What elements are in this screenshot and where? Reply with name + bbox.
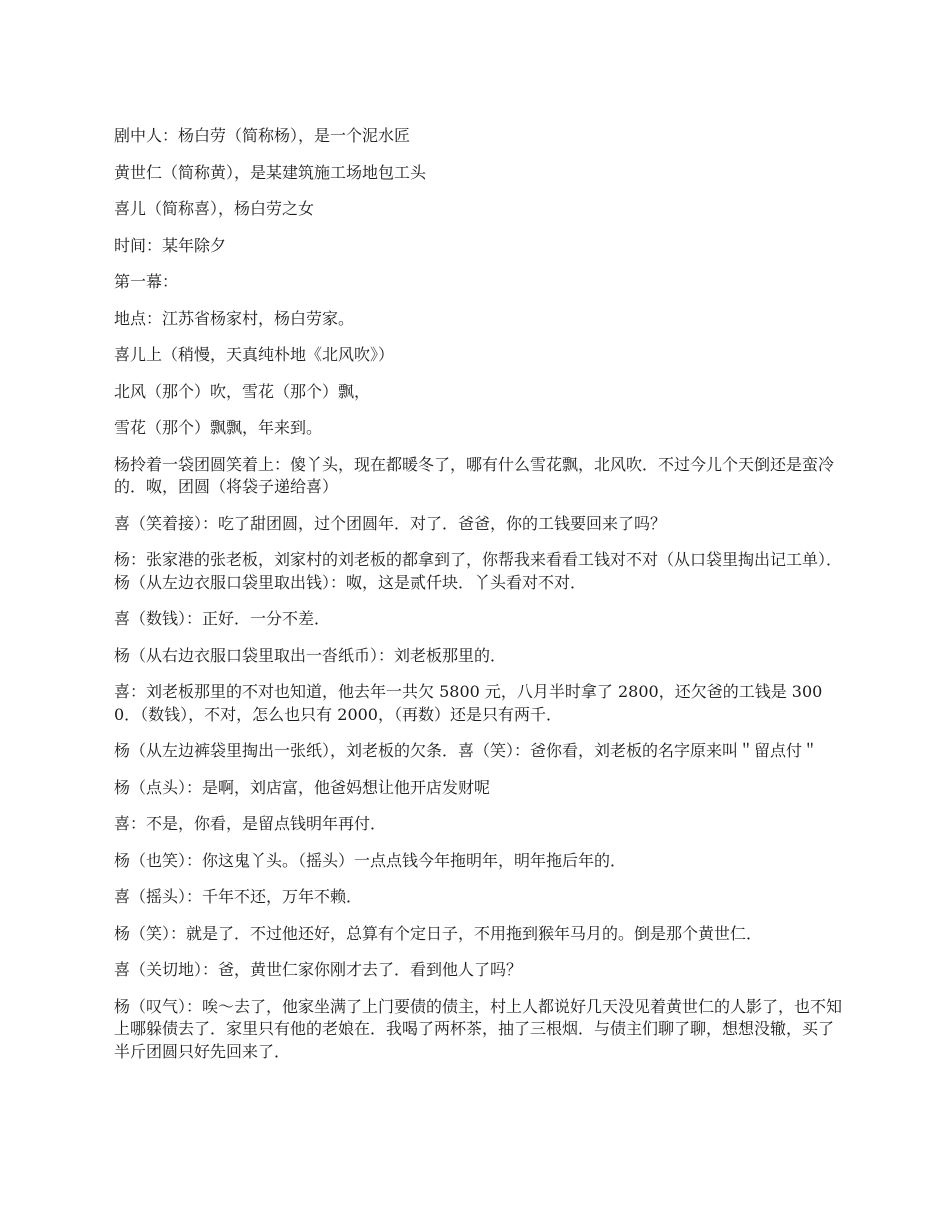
dialogue-line: 杨（叹气）：唉～去了，他家坐满了上门要债的债主，村上人都说好几天没见着黄世仁的人影了，也不知上哪躲债去了．家里只有他的老娘在．我喝了两杯茶，抽了三根烟．与债主们聊了聊，想想没辙，买了半斤团圆只好先回来了． [114,996,843,1061]
dialogue-line: 杨（也笑）：你这鬼丫头。（摇头）一点点钱今年拖明年，明年拖后年的． [114,850,627,870]
location-line: 地点：江苏省杨家村，杨白劳家。 [114,308,355,328]
dialogue-line: 喜（摇头）：千年不还，万年不赖． [114,887,363,906]
dialogue-line: 杨（从左边裤袋里掏出一张纸），刘老板的欠条．喜（笑）：爸你看，刘老板的名字原来叫＂留点付＂ [114,741,819,760]
act-heading: 第一幕： [114,272,179,291]
song-line: 雪花（那个）飘飘，年来到。 [114,418,323,437]
dialogue-line: 喜（数钱）：正好．一分不差． [114,609,331,628]
dialogue-line: 杨（笑）：就是了．不过他还好，总算有个定日子，不用拖到猴年马月的。倒是那个黄世仁． [114,923,763,943]
dialogue-line: 喜：刘老板那里的不对也知道，他去年一共欠 5800 元，八月半时拿了 2800，还欠爸的工钱是 3000．（数钱），不对，怎么也只有 2000，（再数）还是只有两千． [114,682,823,724]
stage-direction: 喜儿上（稍慢，天真纯朴地《北风吹》） [114,345,395,364]
time-line: 时间：某年除夕 [114,235,227,255]
dialogue-line: 杨拎着一袋团圆笑着上：傻丫头，现在都暖冬了，哪有什么雪花飘，北风吹．不过今儿个天倒还是蛮冷的．呶，团圆（将袋子递给喜） [114,454,835,496]
dialogue-line: 杨：张家港的张老板，刘家村的刘老板的都拿到了，你帮我来看看工钱对不对（从口袋里掏出记工单）．杨（从左边衣服口袋里取出钱）：呶，这是贰仟块．丫头看对不对． [114,550,843,592]
cast-huang: 黄世仁（简称黄），是某建筑施工场地包工头 [114,162,427,182]
dialogue-line: 喜（关切地）：爸，黄世仁家你刚才去了．看到他人了吗？ [114,960,523,979]
cast-xier: 喜儿（简称喜），杨白劳之女 [114,199,315,218]
dialogue-line: 杨（从右边衣服口袋里取出一沓纸币）：刘老板那里的． [114,645,507,665]
cast-yang: 剧中人：杨白劳（简称杨），是一个泥水匠 [114,126,411,145]
document-page [114,125,842,1077]
dialogue-line: 杨（点头）：是啊，刘店富，他爸妈想让他开店发财呢 [114,777,491,797]
dialogue-line: 喜：不是，你看，是留点钱明年再付． [114,814,387,833]
dialogue-line: 喜（笑着接）：吃了甜团圆，过个团圆年．对了．爸爸，你的工钱要回来了吗？ [114,513,667,533]
song-line: 北风（那个）吹，雪花（那个）飘， [114,381,371,401]
